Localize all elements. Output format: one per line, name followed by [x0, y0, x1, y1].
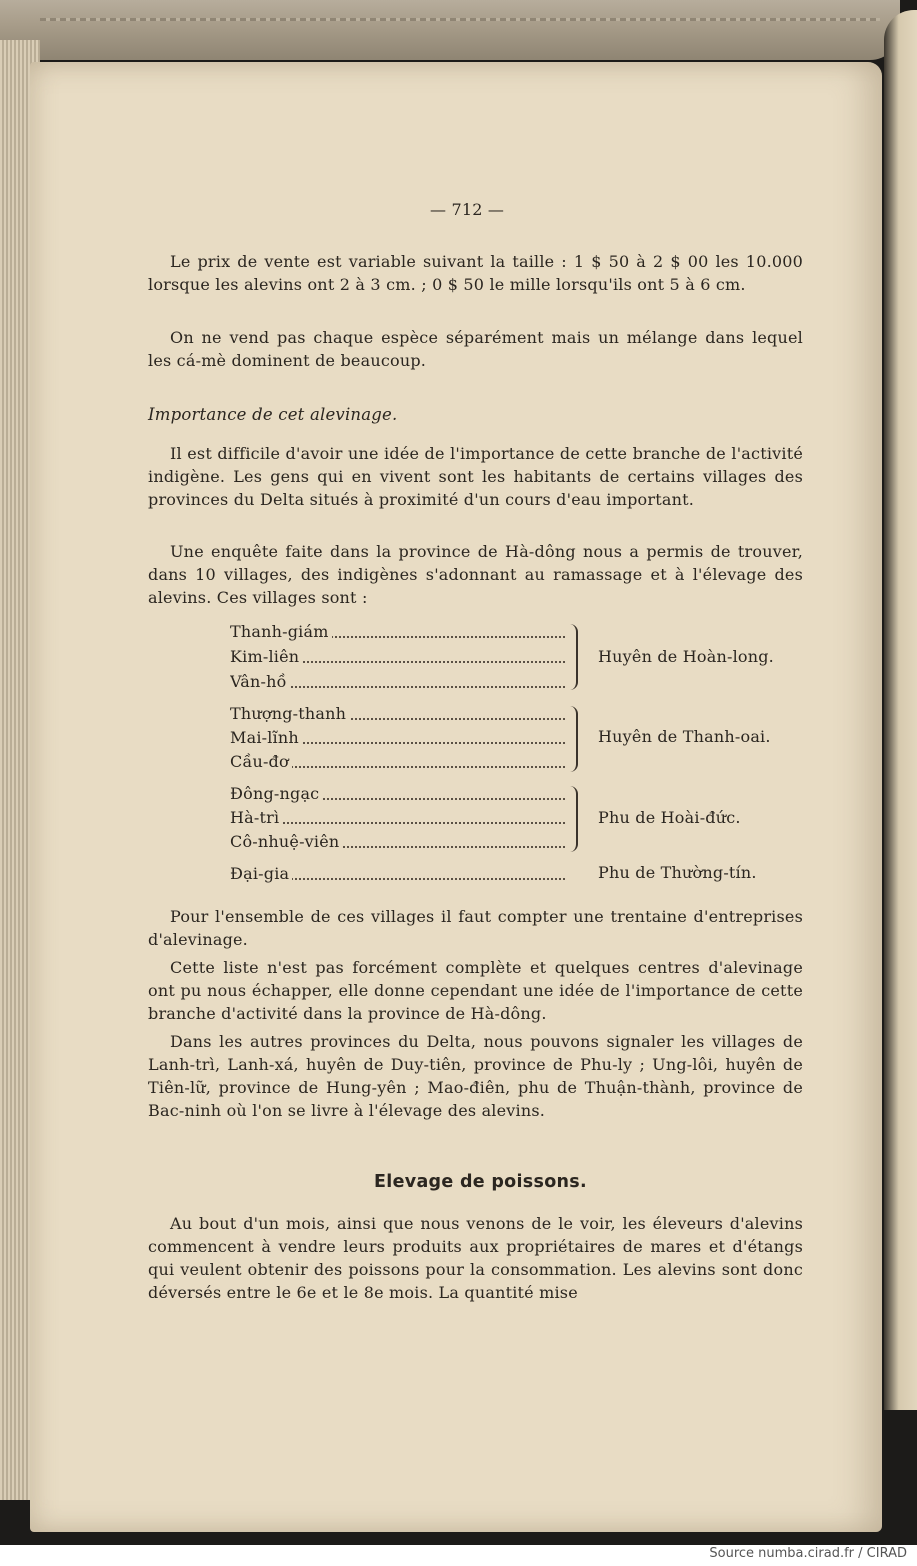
source-credit: Source numba.cirad.fr / CIRAD: [709, 1546, 907, 1561]
book-top-edge: [0, 0, 900, 60]
village-row: [230, 862, 565, 886]
village-row: [230, 750, 565, 774]
village-row: [230, 670, 565, 694]
village-row: [230, 782, 565, 806]
group-brace: [568, 706, 578, 772]
village-row: [230, 620, 565, 644]
village-name: Cầu-đơ: [230, 752, 292, 771]
village-name: Đông-ngạc: [230, 784, 322, 803]
village-row: [230, 702, 565, 726]
paragraph-rearing: Au bout d'un mois, ainsi que nous venons de le voir, les éleveurs d'alevins commencent à vendre leurs produits aux propriétaires de mares et d'étangs qui veulent obtenir des poissons pour la consommation. Les alevins sont donc déversés entre le 6e et le 8e mois. La quantité mise: [148, 1214, 803, 1302]
paragraph-list-note: Cette liste n'est pas forcément complète et quelques centres d'alevinage ont pu nous échapper, elle donne cependant une idée de l'importance de cette branche d'activité dans la province de Hà-dông.: [148, 958, 803, 1023]
section-title: Importance de cet alevinage.: [148, 405, 398, 424]
village-name: Đại-gia: [230, 864, 292, 883]
paragraph-survey: Une enquête faite dans la province de Hà-dông nous a permis de trouver, dans 10 villages, des indigènes s'adonnant au ramassage et à l'élevage des alevins. Ces villages sont :: [148, 542, 803, 607]
village-name: Cô-nhuệ-viên: [230, 832, 342, 851]
village-name: Kim-liên: [230, 647, 302, 666]
paragraph-price: Le prix de vente est variable suivant la taille : 1 $ 50 à 2 $ 00 les 10.000 lorsque les alevins ont 2 à 3 cm. ; 0 $ 50 le mille lorsqu'ils ont 5 à 6 cm.: [148, 252, 803, 294]
village-row: [230, 830, 565, 854]
village-row: [230, 645, 565, 669]
district-label: Huyên de Hoàn-long.: [598, 647, 774, 666]
paragraph-enterprises: Pour l'ensemble de ces villages il faut compter une trentaine d'entreprises d'alevinage.: [148, 907, 803, 949]
district-label: Phu de Hoài-đức.: [598, 808, 741, 827]
village-row: [230, 726, 565, 750]
facing-page-edge: [884, 10, 917, 1410]
village-name: Mai-lĩnh: [230, 728, 302, 747]
group-brace: [568, 786, 578, 852]
page-number: — 712 —: [430, 200, 505, 219]
paragraph-mixture: On ne vend pas chaque espèce séparément mais un mélange dans lequel les cá-mè dominent de beaucoup.: [148, 328, 803, 370]
village-name: Thượng-thanh: [230, 704, 349, 723]
group-brace: [568, 624, 578, 690]
village-name: Hà-trì: [230, 808, 282, 827]
district-label: Huyên de Thanh-oai.: [598, 727, 771, 746]
paragraph-importance: Il est difficile d'avoir une idée de l'importance de cette branche de l'activité indigène. Les gens qui en vivent sont les habitants de certains villages des provinces du Delta situés à proximité d'un cours d'eau important.: [148, 444, 803, 509]
section-heading: Elevage de poissons.: [374, 1172, 587, 1192]
village-row: [230, 806, 565, 830]
paragraph-other-provinces: Dans les autres provinces du Delta, nous pouvons signaler les villages de Lanh-trì, Lanh-xá, huyên de Duy-tiên, province de Phu-ly ; Ung-lôi, huyên de Tiên-lữ, province de Hung-yên ; Mao-điên, phu de Thuận-thành, province de Bac-ninh où l'on se livre à l'élevage des alevins.: [148, 1032, 803, 1120]
district-label: Phu de Thường-tín.: [598, 863, 757, 882]
village-name: Thanh-giám: [230, 622, 332, 641]
village-name: Vân-hồ: [230, 672, 290, 691]
